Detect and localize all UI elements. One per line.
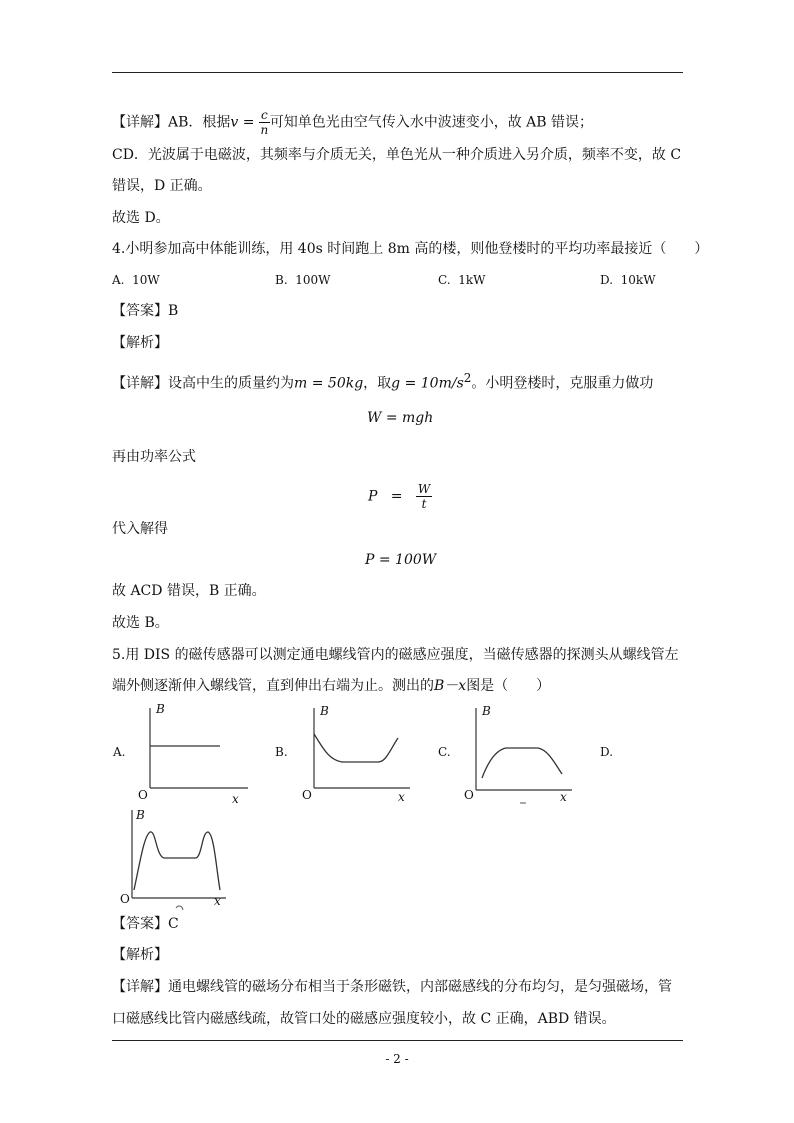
q5-graph-a-origin: O bbox=[138, 788, 148, 802]
q3-detail-line2: CD．光波属于电磁波，其频率与介质无关，单色光从一种介质进入另介质，频率不变，故 C bbox=[112, 147, 682, 163]
q5-graph-d-y-label: B bbox=[136, 808, 145, 822]
q5-stem-bx: B－x bbox=[434, 678, 467, 694]
q4-detail-g: g = 10m/s bbox=[391, 375, 464, 392]
q4-eq-power-fraction bbox=[416, 482, 432, 511]
q3-formula-den: n bbox=[260, 123, 269, 137]
q5-stem-2-suffix: 图是（ ） bbox=[466, 678, 551, 694]
q4-eq-power-num: W bbox=[417, 482, 431, 496]
q5-option-a-label: A. bbox=[113, 745, 126, 759]
q4-answer: 【答案】B bbox=[112, 303, 179, 319]
q3-formula-eq: = bbox=[238, 114, 259, 131]
q4-conclusion-1: 故 ACD 错误，B 正确。 bbox=[112, 583, 266, 599]
q5-graph-b-origin: O bbox=[302, 788, 312, 802]
q5-stem-2-prefix: 端外侧逐渐伸入螺线管，直到伸出右端为止。测出的 bbox=[112, 678, 434, 694]
q4-text-power-formula: 再由功率公式 bbox=[112, 449, 196, 465]
q4-eq-power bbox=[368, 482, 432, 511]
page-number: - 2 - bbox=[385, 1052, 409, 1066]
q5-detail-1: 【详解】通电螺线管的磁场分布相当于条形磁铁，内部磁感线的分布均匀，是匀强磁场，管 bbox=[112, 979, 672, 995]
q5-graph-c-curve bbox=[482, 748, 562, 778]
q4-option-c-label: C. bbox=[438, 273, 451, 287]
q5-answer: 【答案】C bbox=[112, 916, 179, 932]
q5-graph-d-origin: O bbox=[120, 892, 130, 906]
q5-graph-d bbox=[118, 806, 236, 912]
q3-formula-v: v bbox=[230, 114, 239, 131]
q4-detail-g-exp: 2 bbox=[463, 371, 472, 385]
q4-detail-suffix: 。小明登楼时，克服重力做功 bbox=[471, 375, 654, 392]
q4-option-c bbox=[438, 270, 485, 290]
q5-option-c-label: C. bbox=[438, 745, 451, 759]
q5-analysis-head: 【解析】 bbox=[112, 947, 168, 963]
q4-stem: 4.小明参加高中体能训练，用 40s 时间跑上 8m 高的楼，则他登楼时的平均功率最接近（ ） bbox=[112, 241, 709, 257]
q4-option-a-label: A. bbox=[112, 273, 125, 287]
q4-option-d bbox=[600, 270, 656, 290]
q5-graph-d-mark bbox=[176, 906, 183, 910]
q5-graph-b-x-label: x bbox=[398, 790, 405, 804]
q4-option-a-text: 10W bbox=[132, 273, 160, 287]
q5-graph-d-x-label: x bbox=[214, 894, 221, 908]
q5-graph-a bbox=[130, 700, 255, 810]
q5-graph-c-y-label: B bbox=[482, 704, 491, 718]
q4-text-substitute: 代入解得 bbox=[112, 521, 168, 537]
q4-detail bbox=[112, 368, 653, 394]
q5-graph-a-y-label: B bbox=[156, 702, 165, 716]
q5-graph-c-x-label: x bbox=[560, 790, 567, 804]
q4-option-b-label: B. bbox=[275, 273, 288, 287]
q4-detail-m: m = 50kg bbox=[294, 375, 364, 392]
footer-rule bbox=[112, 1040, 683, 1041]
q4-eq-power-lhs: P bbox=[368, 488, 378, 505]
q5-graph-c bbox=[462, 700, 580, 810]
q5-graph-b-y-label: B bbox=[320, 704, 329, 718]
q5-graph-b-curve bbox=[314, 734, 398, 762]
q3-detail-suffix: 可知单色光由空气传入水中波速变小，故 AB 错误； bbox=[269, 114, 594, 131]
q5-graph-b bbox=[298, 700, 418, 810]
q3-detail-prefix: 【详解】AB．根据 bbox=[112, 114, 231, 131]
q5-option-d-label: D. bbox=[600, 745, 614, 759]
q4-detail-prefix: 【详解】设高中生的质量约为 bbox=[112, 375, 294, 392]
q5-stem-1: 5.用 DIS 的磁传感器可以测定通电螺线管内的磁感应强度，当磁传感器的探测头从螺线管左 bbox=[112, 647, 679, 663]
q4-eq-power-eq: = bbox=[390, 488, 403, 505]
q4-option-c-text: 1kW bbox=[458, 273, 486, 287]
q5-stem-2 bbox=[112, 676, 550, 696]
q4-analysis-head: 【解析】 bbox=[112, 335, 168, 351]
q4-eq-result: P = 100W bbox=[365, 552, 437, 568]
q4-option-a bbox=[112, 270, 160, 290]
q4-eq-power-den: t bbox=[421, 497, 427, 511]
q4-conclusion-2: 故选 B。 bbox=[112, 615, 169, 631]
q3-detail-line1 bbox=[112, 108, 593, 137]
q3-detail-line3: 错误，D 正确。 bbox=[112, 178, 212, 194]
q4-eq-work: W = mgh bbox=[367, 410, 434, 426]
q3-formula-fraction bbox=[259, 108, 270, 137]
q5-detail-2: 口磁感线比管内磁感线疏，故管口处的磁感应强度较小，故 C 正确，ABD 错误。 bbox=[112, 1011, 616, 1027]
q4-option-d-label: D. bbox=[600, 273, 614, 287]
q5-graph-a-x-label: x bbox=[232, 792, 239, 806]
q4-option-d-text: 10kW bbox=[620, 273, 656, 287]
q4-option-b bbox=[275, 270, 331, 290]
q3-detail-line4: 故选 D。 bbox=[112, 210, 170, 226]
q5-graph-c-origin: O bbox=[464, 788, 474, 802]
q4-option-b-text: 100W bbox=[295, 273, 331, 287]
q5-option-b-label: B. bbox=[275, 745, 288, 759]
header-rule bbox=[112, 72, 683, 73]
q5-graph-d-curve bbox=[134, 832, 220, 890]
q4-detail-mid: ，取 bbox=[363, 375, 392, 392]
q3-formula-num: c bbox=[260, 108, 268, 122]
